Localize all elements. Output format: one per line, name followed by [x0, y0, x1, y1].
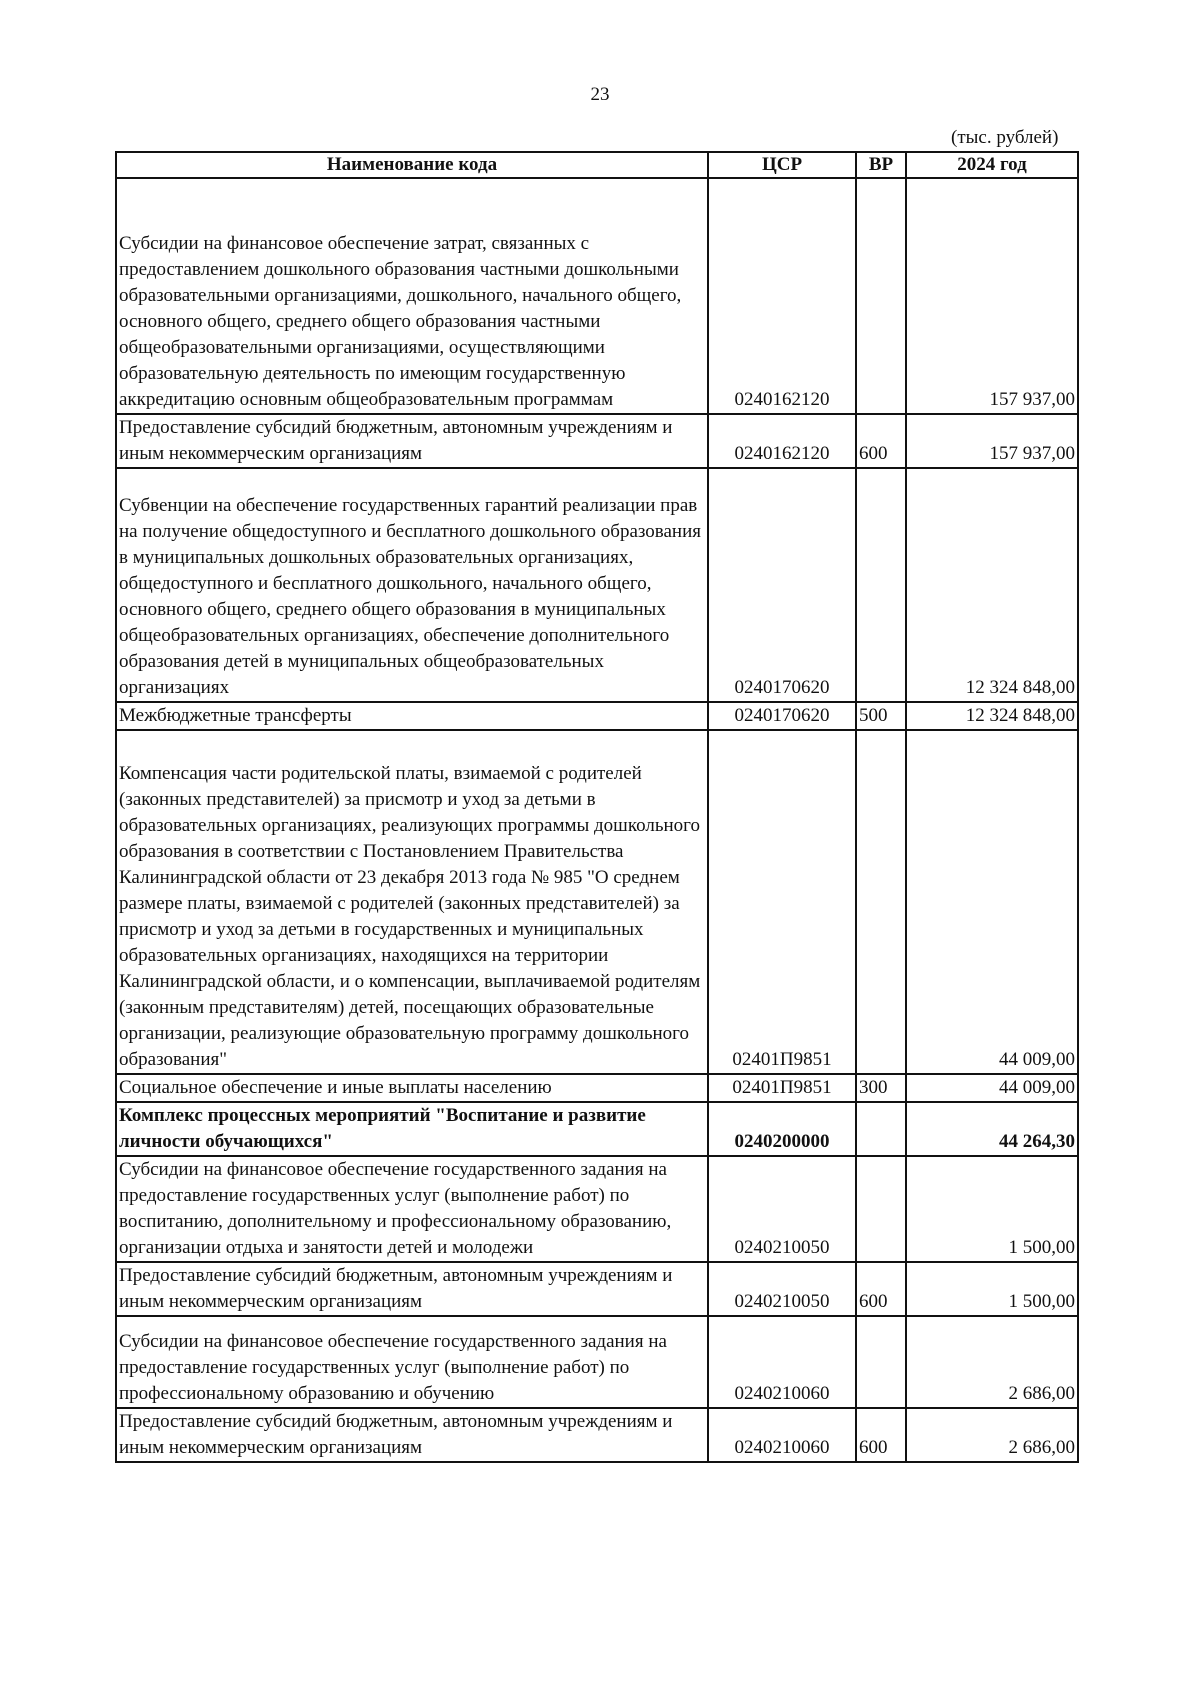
- row-name: Предоставление субсидий бюджетным, автономным учреждениям и иным некоммерческим организациям: [116, 1262, 708, 1316]
- row-name: Предоставление субсидий бюджетным, автономным учреждениям и иным некоммерческим организациям: [116, 1408, 708, 1462]
- row-csr: 02401П9851: [708, 730, 856, 1074]
- row-csr: 02401П9851: [708, 1074, 856, 1102]
- row-amount: 1 500,00: [906, 1262, 1078, 1316]
- row-name: Компенсация части родительской платы, взимаемой с родителей (законных представителей) за присмотр и уход за детьми в образовательных организациях, реализующих программы дошкольного образования в соответствии с Постановлением Правительства Калининградской области от 23 декабря 2013 года № 985 "О среднем размере платы, взимаемой с родителей (законных представителей) за присмотр и уход за детьми в государственных и муниципальных образовательных организациях, находящихся на территории Калининградской области, и о компенсации, выплачиваемой родителям (законным представителям) детей, посещающих образовательные организации, реализующие образовательную программу дошкольного образования": [116, 730, 708, 1074]
- row-vr: 600: [856, 1408, 906, 1462]
- row-vr: [856, 730, 906, 1074]
- page-number: 23: [590, 84, 610, 105]
- row-vr: [856, 178, 906, 414]
- table-row: [116, 414, 1078, 468]
- row-vr: [856, 1102, 906, 1156]
- table-row: [116, 1074, 1078, 1102]
- row-amount: 157 937,00: [906, 414, 1078, 468]
- table-row: [116, 468, 1078, 702]
- table-row: [116, 178, 1078, 414]
- row-csr: 0240170620: [708, 702, 856, 730]
- row-vr: 600: [856, 414, 906, 468]
- row-amount: 44 264,30: [906, 1102, 1078, 1156]
- row-amount: 12 324 848,00: [906, 468, 1078, 702]
- table-row: [116, 1262, 1078, 1316]
- table-body: [116, 178, 1078, 1462]
- row-name: Субвенции на обеспечение государственных гарантий реализации прав на получение общедоступного и бесплатного дошкольного образования в муниципальных дошкольных образовательных организациях, общедоступного и бесплатного дошкольного, начального общего, основного общего, среднего общего образования в муниципальных общеобразовательных организациях, обеспечение дополнительного образования детей в муниципальных общеобразовательных организациях: [116, 468, 708, 702]
- row-csr: 0240200000: [708, 1102, 856, 1156]
- header-csr: ЦСР: [708, 152, 856, 178]
- header-vr: ВР: [856, 152, 906, 178]
- row-amount: 2 686,00: [906, 1316, 1078, 1408]
- row-name: Предоставление субсидий бюджетным, автономным учреждениям и иным некоммерческим организациям: [116, 414, 708, 468]
- table-row: [116, 730, 1078, 1074]
- row-name: Комплекс процессных мероприятий "Воспитание и развитие личности обучающихся": [116, 1102, 708, 1156]
- row-vr: [856, 1316, 906, 1408]
- row-amount: 44 009,00: [906, 1074, 1078, 1102]
- header-year: 2024 год: [906, 152, 1078, 178]
- row-amount: 1 500,00: [906, 1156, 1078, 1262]
- row-csr: 0240162120: [708, 414, 856, 468]
- row-name: Субсидии на финансовое обеспечение государственного задания на предоставление государственных услуг (выполнение работ) по профессиональному образованию и обучению: [116, 1316, 708, 1408]
- table-row: [116, 1156, 1078, 1262]
- row-amount: 44 009,00: [906, 730, 1078, 1074]
- row-name: Социальное обеспечение и иные выплаты населению: [116, 1074, 708, 1102]
- row-csr: 0240210060: [708, 1316, 856, 1408]
- table-row: [116, 1316, 1078, 1408]
- row-vr: [856, 468, 906, 702]
- table-row: [116, 1102, 1078, 1156]
- table-row: [116, 702, 1078, 730]
- row-csr: 0240210050: [708, 1262, 856, 1316]
- units-note: (тыс. рублей): [951, 127, 1059, 148]
- table-row: [116, 1408, 1078, 1462]
- budget-table: [115, 151, 1079, 1463]
- row-csr: 0240170620: [708, 468, 856, 702]
- row-csr: 0240210050: [708, 1156, 856, 1262]
- row-vr: 500: [856, 702, 906, 730]
- row-vr: 600: [856, 1262, 906, 1316]
- row-amount: 12 324 848,00: [906, 702, 1078, 730]
- row-vr: [856, 1156, 906, 1262]
- row-vr: 300: [856, 1074, 906, 1102]
- row-name: Субсидии на финансовое обеспечение затрат, связанных с предоставлением дошкольного образования частными дошкольными образовательными организациями, дошкольного, начального общего, основного общего, среднего общего образования частными общеобразовательными организациями, осуществляющими образовательную деятельность по имеющим государственную аккредитацию основным общеобразовательным программам: [116, 178, 708, 414]
- row-name: Межбюджетные трансферты: [116, 702, 708, 730]
- row-amount: 2 686,00: [906, 1408, 1078, 1462]
- header-name: Наименование кода: [116, 152, 708, 178]
- row-csr: 0240162120: [708, 178, 856, 414]
- row-csr: 0240210060: [708, 1408, 856, 1462]
- row-name: Субсидии на финансовое обеспечение государственного задания на предоставление государственных услуг (выполнение работ) по воспитанию, дополнительному и профессиональному образованию, организации отдыха и занятости детей и молодежи: [116, 1156, 708, 1262]
- row-amount: 157 937,00: [906, 178, 1078, 414]
- table-header-row: [116, 152, 1078, 178]
